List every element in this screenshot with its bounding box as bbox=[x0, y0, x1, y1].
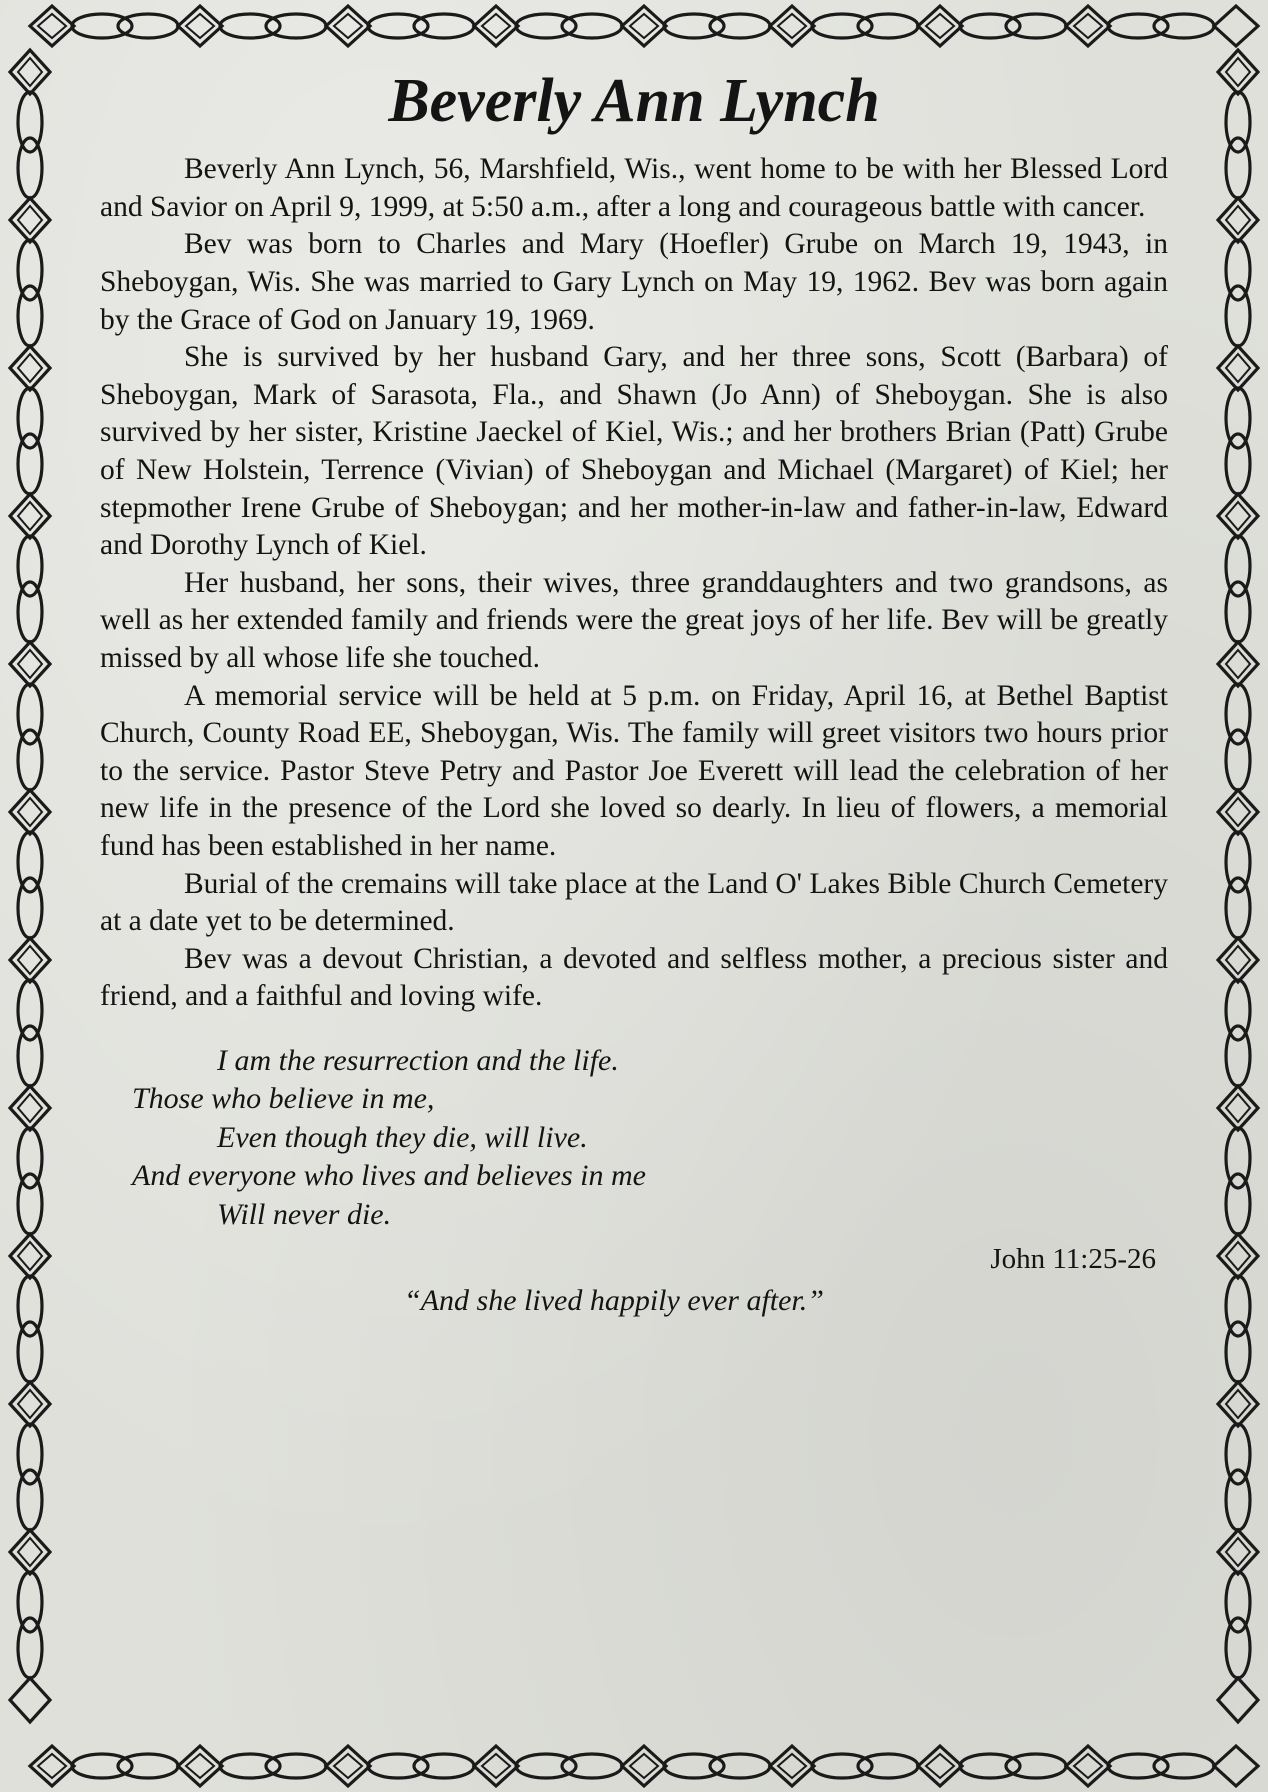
closing-quote: “And she lived happily ever after.” bbox=[404, 1284, 824, 1318]
obituary-paragraph: Her husband, her sons, their wives, three granddaughters and two grandsons, as well as her extended family and friends were the great joys of her life. Bev will be greatly missed by all whose life she touched. bbox=[100, 566, 1168, 675]
obituary-body bbox=[100, 151, 1168, 1016]
scripture-citation: John 11:25-26 bbox=[990, 1243, 1156, 1276]
verse-line: Those who believe in me, bbox=[132, 1082, 435, 1116]
obituary-paragraph: Bev was a devout Christian, a devoted and selfless mother, a precious sister and friend, and a faithful and loving wife. bbox=[100, 942, 1168, 1013]
verse-line: Even though they die, will live. bbox=[217, 1120, 588, 1154]
obituary-content bbox=[100, 66, 1168, 1320]
scripture-verse bbox=[100, 1042, 1168, 1235]
obituary-paragraph: Burial of the cremains will take place at the Land O' Lakes Bible Church Cemetery at a date yet to be determined. bbox=[100, 867, 1168, 938]
verse-line: And everyone who lives and believes in me bbox=[132, 1159, 646, 1193]
obituary-paragraph: Bev was born to Charles and Mary (Hoefler) Grube on March 19, 1943, in Sheboygan, Wis. She was married to Gary Lynch on May 19, 1962. Bev was born again by the Grace of God on January 19, 1969. bbox=[100, 228, 1168, 336]
obituary-paragraph: A memorial service will be held at 5 p.m. on Friday, April 16, at Bethel Baptist Church, County Road EE, Sheboygan, Wis. The family will greet visitors two hours prior to the service. Pastor Steve Petry and Pastor Joe Everett will lead the celebration of her new life in the presence of the Lord she loved so dearly. In lieu of flowers, a memorial fund has been established in her name. bbox=[100, 679, 1168, 862]
verse-line: I am the resurrection and the life. bbox=[217, 1043, 619, 1077]
verse-line: Will never die. bbox=[217, 1197, 392, 1231]
obituary-paragraph: Beverly Ann Lynch, 56, Marshfield, Wis., went home to be with her Blessed Lord and Savior on April 9, 1999, at 5:50 a.m., after a long and courageous battle with cancer. bbox=[100, 153, 1168, 223]
obituary-title: Beverly Ann Lynch bbox=[388, 67, 880, 135]
obituary-paragraph: She is survived by her husband Gary, and her three sons, Scott (Barbara) of Sheboygan, Mark of Sarasota, Fla., and Shawn (Jo Ann) of Sheboygan. She is also survived by her sister, Kristine Jaeckel of Kiel, Wis.; and her brothers Brian (Patt) Grube of New Holstein, Terrence (Vivian) of Sheboygan and Michael (Margaret) of Kiel; her stepmother Irene Grube of Sheboygan; and her mother-in-law and father-in-law, Edward and Dorothy Lynch of Kiel. bbox=[100, 341, 1168, 562]
